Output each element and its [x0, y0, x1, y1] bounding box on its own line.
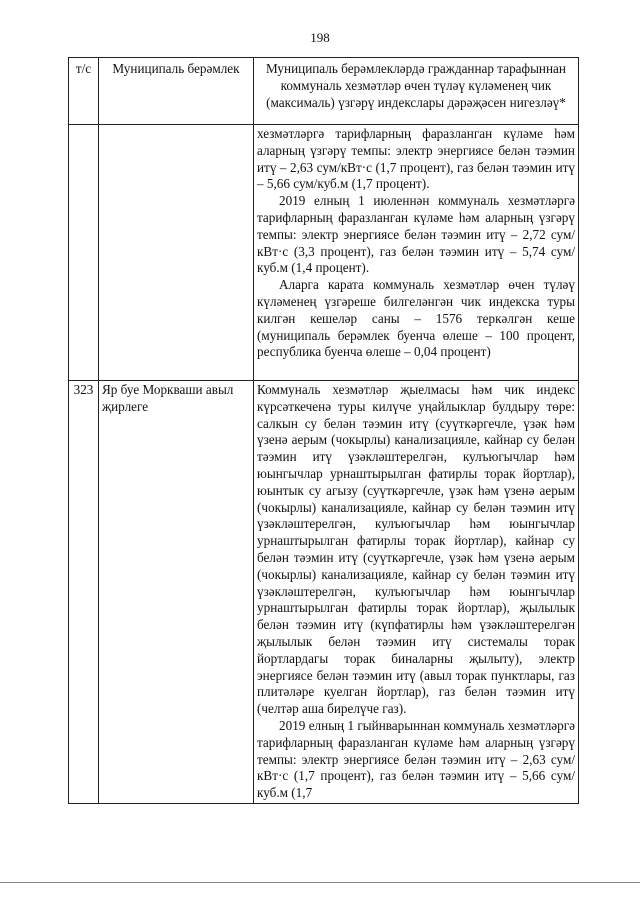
header-municipality: Муниципаль берәмлек — [99, 58, 254, 125]
table-row — [69, 125, 579, 381]
page-number: 198 — [310, 30, 330, 45]
basis-paragraph: Аларга карата коммуналь хезмәтләр өчен түләү күләменең үзгәреше билгеләнгән чик индекска туры килгән кешеләр саны – 1576 теркәлгән кеше (муниципаль берәмлек буенча өлеше – 100 процент, республика буенча өлеше – 0,04 процент) — [257, 277, 575, 360]
header-number: т/с — [69, 58, 99, 125]
basis-paragraph: Коммуналь хезмәтләр җыелмасы һәм чик индекс күрсәткеченә туры килүче уңайлыклар булдыру төре: салкын су белән тәэмин итү (суүткәргечле, үзәк һәм үзенә аерым (чокырлы) канализацияле, кайнар су белән тәэмин итү үзәкләштерелгән, кулъюгычлар һәм юынгычлар урнаштырылган фатирлы торак йортлар), юынтык су агызу (суүткәргечле, үзәк һәм үзенә аерым (чокырлы) канализацияле, кайнар су белән тәэмин итү үзәкләштерелгән, кулъюгычлар һәм юынгычлар урнаштырылган фатирлы торак йортлар), кайнар су белән тәэмин итү (суүткәргечле, үзәк һәм үзенә аерым (чокырлы) канализацияле, кайнар су белән тәэмин итү үзәкләштерелгән, кулъюгычлар һәм юынгычлар урнаштырылган фатирлы торак йортлар), җылылык белән тәэмин итү (күпфатирлы һәм үзәкләштерелгән җылылык белән тәэмин итү системалы торак йортлардагы торак биналарны җылыту), электр энергиясе белән тәэмин итү (авыл торак пунктлары, газ плитәләре куелган йортлар), газ белән тәэмин итү (челтәр аша бирелүче газ). — [257, 382, 575, 717]
row-basis — [254, 125, 579, 381]
row-basis — [254, 381, 579, 804]
row-number — [69, 125, 99, 381]
row-number: 323 — [69, 381, 99, 804]
page-bottom-edge — [0, 882, 640, 883]
table-header-row — [69, 58, 579, 125]
basis-paragraph: хезмәтләргә тарифларның фаразланган күләме һәм аларның үзгәрү темпы: электр энергиясе белән тәэмин итү – 2,63 сум/кВт·с (1,7 процент), газ белән тәэмин итү – 5,66 сум/куб.м (1,7 процент). — [257, 126, 575, 192]
basis-paragraph: 2019 елның 1 июленнән коммуналь хезмәтләргә тарифларның фаразланган күләме һәм аларның үзгәрү темпы: электр энергиясе белән тәэмин итү – 2,72 сум/кВт·с (3,3 процент), газ белән тәэмин итү – 5,74 сум/куб.м (1,4 процент). — [257, 193, 575, 276]
header-basis: Муниципаль берәмлекләрдә гражданнар тарафыннан коммуналь хезмәтләр өчен түләү күләменең чик (максималь) үзгәрү индекслары дәрәҗәсен нигезләү* — [254, 58, 579, 125]
row-municipality: Яр буе Моркваши авыл җирлеге — [99, 381, 254, 804]
indices-table — [68, 57, 579, 804]
basis-paragraph: 2019 елның 1 гыйнварыннан коммуналь хезмәтләргә тарифларның фаразланган күләме һәм аларның үзгәрү темпы: электр энергиясе белән тәэмин итү – 2,63 сум/кВт·с (1,7 процент), газ белән тәэмин итү – 5,66 сум/куб.м (1,7 — [257, 717, 575, 801]
table-row — [69, 381, 579, 804]
row-municipality — [99, 125, 254, 381]
